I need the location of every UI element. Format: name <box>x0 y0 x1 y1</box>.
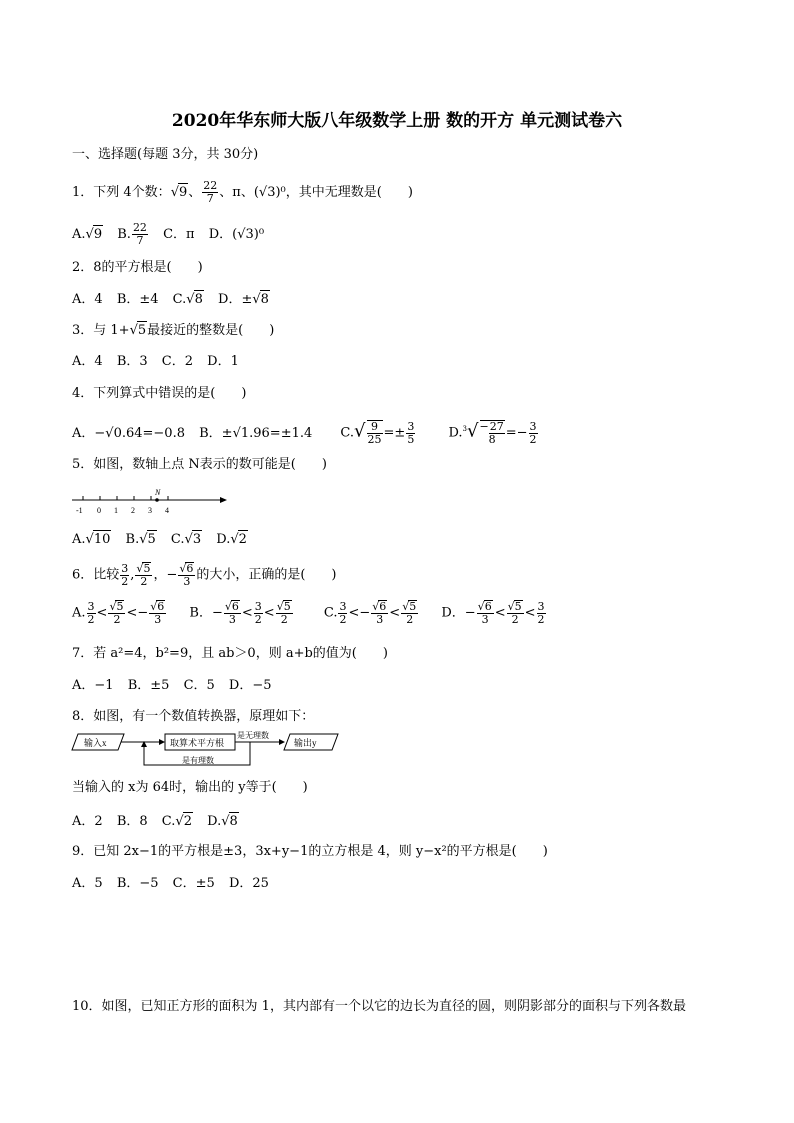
q2-option-b: B．±4 <box>116 292 159 307</box>
q5-option-b: B.√5 <box>125 532 156 547</box>
q1-option-b: B. $\frac{22}{7}$ <box>117 221 147 247</box>
q9-option-d: D．25 <box>228 876 269 891</box>
q1-option-d: D．(√3)⁰ <box>208 227 265 242</box>
svg-text:是有理数: 是有理数 <box>182 756 214 765</box>
q9-option-b: B．−5 <box>116 876 159 891</box>
q2-option-a: A．4 <box>72 292 103 307</box>
q7-option-a: A．−1 <box>72 678 114 693</box>
question-9: 9．已知 2x−1的平方根是±3，3x+y−1的立方根是 4，则 y−x²的平方根是( ) <box>72 844 548 859</box>
q1-root: 9 <box>178 185 188 200</box>
question-1 <box>72 180 413 205</box>
svg-text:1: 1 <box>114 506 118 515</box>
svg-text:输入x: 输入x <box>84 738 107 748</box>
number-line <box>70 486 232 516</box>
point-n <box>155 498 159 502</box>
question-8: 8．如图，有一个数值转换器，原理如下： <box>72 709 315 724</box>
q8-option-d: D.√8 <box>207 814 238 829</box>
q1-tail: ，其中无理数是( ) <box>285 185 413 200</box>
q4-option-b: B．±√1.96=±1.4 <box>199 425 313 441</box>
question-5: 5．如图，数轴上点 N表示的数可能是( ) <box>72 457 327 472</box>
sqrt-sign: √ <box>170 185 179 200</box>
question-2: 2．8的平方根是( ) <box>72 260 203 275</box>
q7-options <box>72 677 282 695</box>
q5-option-c: C.√3 <box>170 532 202 547</box>
svg-text:3: 3 <box>148 506 152 515</box>
q3-option-a: A．4 <box>72 354 103 369</box>
q7-option-d: D．−5 <box>228 678 272 693</box>
q1-sep: 、 <box>240 185 254 200</box>
q1-pi: π <box>232 185 241 200</box>
q9-option-a: A．5 <box>72 876 103 891</box>
q8-option-c: C.√2 <box>161 814 192 829</box>
page-title: 2020年华东师大版八年级数学上册 数的开方 单元测试卷六 <box>171 111 623 131</box>
q1-sep: 、 <box>188 185 202 200</box>
q5-option-d: D.√2 <box>216 532 247 547</box>
q3-options <box>72 353 249 371</box>
q2-option-d: D．±√8 <box>218 292 269 307</box>
q4-options <box>72 420 549 446</box>
q8-option-b: B．8 <box>116 814 148 829</box>
q6-option-c: C. $\frac{3}{2}$ <− $\frac{√6}{3}$ < $\frac{√5}{2}$ <box>323 599 417 626</box>
q9-option-c: C．±5 <box>172 876 215 891</box>
q5-option-a: A.√10 <box>72 532 111 547</box>
q5-options <box>72 530 258 549</box>
question-3: 3．与 1+√5最接近的整数是( ) <box>72 323 275 338</box>
q6-option-a: A. $\frac{3}{2}$ < $\frac{√5}{2}$ <− $\frac{√6}{3}$ <box>72 599 165 626</box>
question-6: 6．比较 $\frac{3}{2}$ , $\frac{√5}{2}$ ，− $\frac{√6}{3}$ 的大小，正确的是( ) <box>72 561 337 588</box>
converter-flowchart <box>70 728 342 770</box>
svg-text:0: 0 <box>97 506 101 515</box>
section-heading: 一、选择题(每题 3分，共 30分) <box>72 147 259 162</box>
svg-text:N: N <box>155 488 161 497</box>
question-7: 7．若 a²=4，b²=9，且 ab＞0，则 a+b的值为( ) <box>72 646 388 661</box>
question-4: 4．下列算式中错误的是( ) <box>72 386 247 401</box>
q1-fraction: $\frac{22}{7}$ <box>203 179 218 205</box>
q1-sep: 、 <box>219 185 233 200</box>
q1-option-a: A.√9 <box>72 227 103 242</box>
q6-options <box>72 600 557 627</box>
q4-option-d: D.$^3$√−27 8 =− $\frac{3}{2}$ <box>448 419 537 446</box>
svg-text:取算术平方根: 取算术平方根 <box>170 738 225 748</box>
q3-option-b: B．3 <box>116 354 148 369</box>
q4-option-c: C.√ $\frac{9}{25}$ =± $\frac{3}{5}$ <box>340 419 415 446</box>
q8-options <box>72 812 249 831</box>
q7-option-c: C．5 <box>183 678 215 693</box>
q4-option-a: A．−√0.64=−0.8 <box>72 425 185 441</box>
svg-text:4: 4 <box>165 506 169 515</box>
q1-stem: 1．下列 4个数： <box>72 185 171 200</box>
q2-option-c: C.√8 <box>172 292 203 307</box>
q1-option-c: C．π <box>163 227 195 242</box>
question-10: 10．如图，已知正方形的面积为 1，其内部有一个以它的边长为直径的圆，则阴影部分的面积与下列各数最 <box>72 999 686 1014</box>
q3-option-d: D．1 <box>207 354 239 369</box>
q1-zero-power: (√3)⁰ <box>253 185 286 200</box>
q8-option-a: A．2 <box>72 814 103 829</box>
svg-text:-1: -1 <box>76 506 83 515</box>
q6-option-d: D．− $\frac{√6}{3}$ < $\frac{√5}{2}$ < $\frac{3}{2}$ <box>441 599 545 626</box>
q7-option-b: B．±5 <box>127 678 170 693</box>
q2-options <box>72 290 280 309</box>
svg-text:2: 2 <box>131 506 135 515</box>
q1-options <box>72 222 274 247</box>
q3-option-c: C．2 <box>161 354 193 369</box>
q9-options <box>72 875 279 893</box>
q6-option-b: B．− $\frac{√6}{3}$ < $\frac{3}{2}$ < $\frac{√5}{2}$ <box>189 599 291 626</box>
svg-text:输出y: 输出y <box>294 738 317 748</box>
svg-text:是无理数: 是无理数 <box>237 731 269 740</box>
q8-question: 当输入的 x为 64时，输出的 y等于( ) <box>72 780 308 795</box>
